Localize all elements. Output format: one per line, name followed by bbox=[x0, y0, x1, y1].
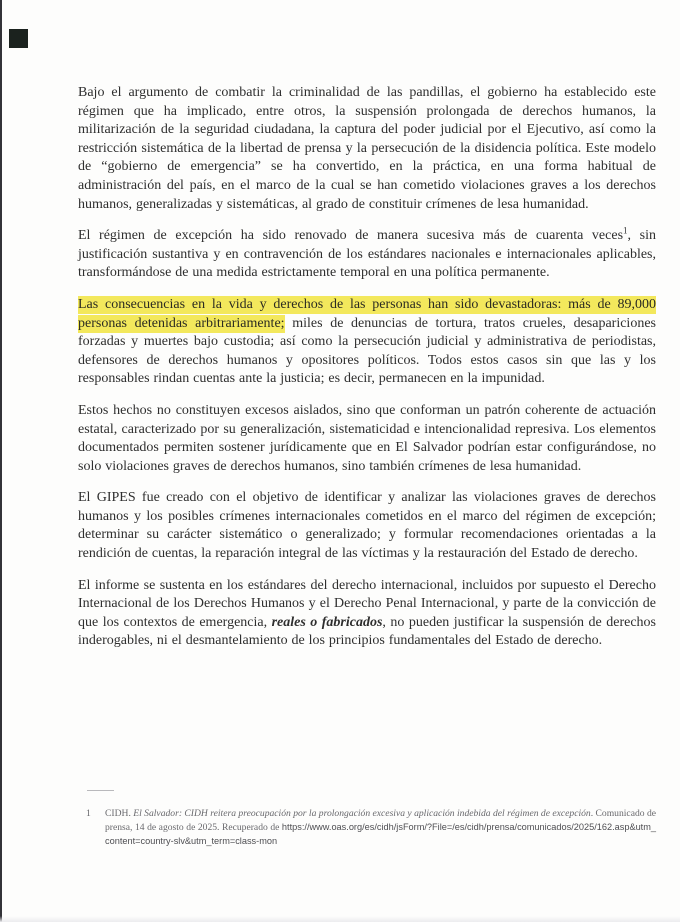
footnote-area bbox=[78, 790, 656, 848]
paragraph-5-segment-1: El GIPES fue creado con el objetivo de identificar y analizar las violaciones graves de derechos humanos y los posibles crímenes internacionales cometidos en el marco del régimen de excepción; determinar su carácter sistemático o generalizado; y formular recomendaciones orientadas a la rendición de cuentas, la reparación integral de las víctimas y la restauración del Estado de derecho. bbox=[78, 490, 656, 562]
paragraph-2-segment-1: El régimen de excepción ha sido renovado de manera sucesiva más de cuarenta veces bbox=[78, 228, 624, 244]
paragraph-1-segment-1: Bajo el argumento de combatir la criminalidad de las pandillas, el gobierno ha establecido este régimen que ha implicado, entre otros, la suspensión prolongada de derechos humanos, la militarización de la seguridad ciudadana, la captura del poder judicial por el Ejecutivo, así como la restricción sistemática de la libertad de prensa y la persecución de la disidencia política. Este modelo de “gobierno de emergencia” se ha convertido, en la práctica, en una forma habitual de administración del país, en el marco de la cual se han cometido violaciones graves a los derechos humanos, generalizadas y sistemáticas, al grado de constituir crímenes de lesa humanidad. bbox=[78, 85, 656, 212]
paragraph-6-segment-1: El informe se sustenta en los estándares del derecho internacional, incluidos por supuesto el Derecho Internacional de los Derechos Humanos y el Derecho Penal Internacional, y parte de la convicción de que los contextos de emergencia, bbox=[78, 577, 656, 630]
corner-dark-square bbox=[9, 29, 28, 48]
paragraph-3-segment-1-highlighted: Las consecuencias en la vida y derechos de las personas han sido devastadoras: más de 89,000 personas detenidas arbitrariamente; bbox=[78, 296, 656, 331]
paragraph-2 bbox=[78, 227, 656, 283]
paragraph-6-segment-2: reales o fabricados bbox=[271, 614, 383, 630]
footnote-url: https://www.oas.org/es/cidh/jsForm/?File=/es/cidh/prensa/comunicados/2025/162.asp&utm_content=country-slv&utm_term=class-mon bbox=[105, 821, 656, 846]
paragraph-6-segment-3: , no pueden justificar la suspensión de derechos inderogables, ni el desmantelamiento de los principios fundamentales del Estado de derecho. bbox=[78, 614, 656, 649]
footnote-number: 1 bbox=[86, 808, 91, 819]
paragraph-1 bbox=[78, 84, 656, 214]
footnote-citation-middle: . Comunicado de prensa, 14 de agosto de 2025. Recuperado de bbox=[105, 808, 656, 833]
footnote-citation-title: El Salvador: CIDH reitera preocupación por la prolongación excesiva y aplicación indebida del régimen de excepción bbox=[133, 808, 591, 819]
paragraph-3-segment-2: miles de denuncias de tortura, tratos crueles, desapariciones forzadas y muertes bajo custodia; así como la persecución judicial y administrativa de periodistas, defensores de derechos humanos y opositores políticos. Todos estos casos sin que las y los responsables rindan cuentas ante la justicia; es decir, permanecen en la impunidad. bbox=[78, 315, 656, 387]
paragraph-2-segment-2-footnote-marker: 1 bbox=[623, 225, 628, 236]
page-left-border bbox=[0, 0, 2, 922]
document-body bbox=[78, 84, 656, 664]
page-bottom-shadow bbox=[0, 916, 680, 922]
paragraph-5 bbox=[78, 489, 656, 563]
footnote bbox=[78, 807, 656, 848]
paragraph-6 bbox=[78, 577, 656, 651]
paragraph-3 bbox=[78, 296, 656, 389]
footnote-text bbox=[105, 807, 656, 848]
paragraph-4-segment-1: Estos hechos no constituyen excesos aislados, sino que conforman un patrón coherente de actuación estatal, caracterizado por su generalización, sistematicidad e intencionalidad represiva. Los elementos documentados permiten sostener jurídicamente que en El Salvador podrían estar configurándose, no solo violaciones graves de derechos humanos, sino también crímenes de lesa humanidad. bbox=[78, 402, 656, 474]
paragraph-4 bbox=[78, 402, 656, 476]
paragraph-2-segment-3: , sin justificación sustantiva y en contravención de los estándares nacionales e internacionales aplicables, transformándose de una medida estrictamente temporal en una política permanente. bbox=[78, 228, 656, 281]
footnote-citation-prefix: CIDH. bbox=[105, 808, 134, 819]
footnote-separator bbox=[87, 790, 114, 791]
